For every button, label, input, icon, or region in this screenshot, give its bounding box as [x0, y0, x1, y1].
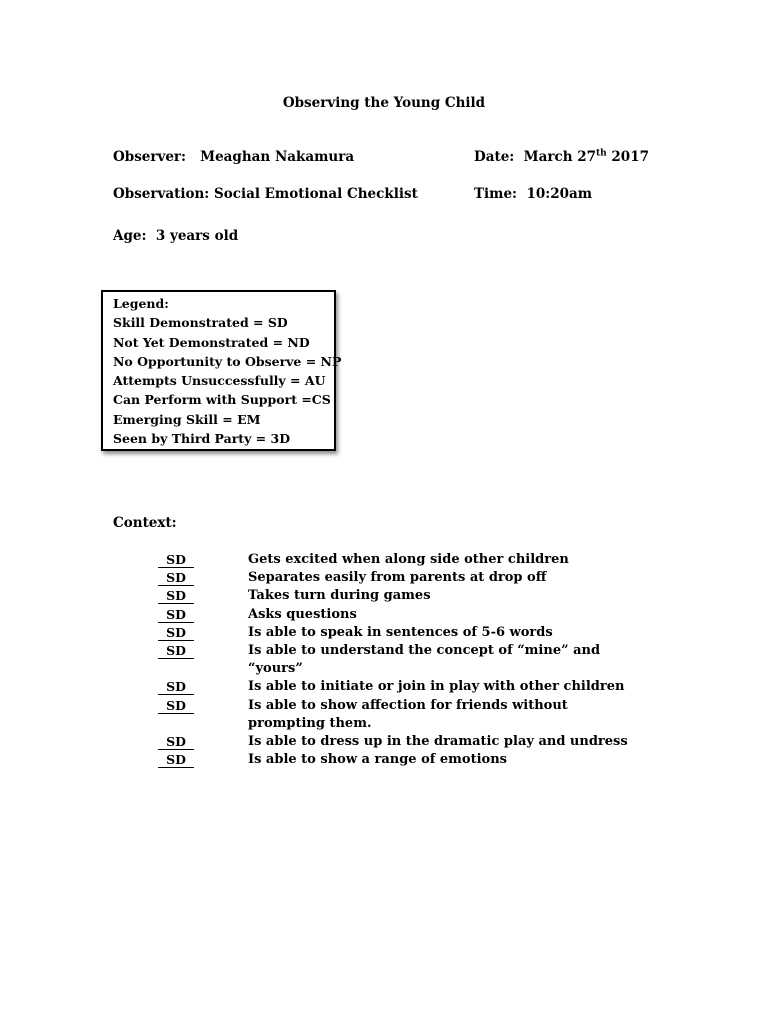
- checklist-row: [0, 624, 768, 642]
- checklist: [0, 551, 768, 769]
- rating-value: SD: [158, 569, 194, 586]
- legend-item: Can Perform with Support =CS: [113, 392, 331, 408]
- rating-value: SD: [158, 587, 194, 604]
- legend-item: Skill Demonstrated = SD: [113, 315, 288, 331]
- time-value: 10:20am: [526, 186, 593, 202]
- rating-value: SD: [158, 733, 194, 750]
- checklist-row: [0, 678, 768, 696]
- skill-text: Is able to understand the concept of “mine” and “yours”: [248, 643, 601, 677]
- age-label: Age:: [113, 228, 147, 244]
- context-label: Context:: [113, 515, 177, 531]
- observer-field: [113, 148, 354, 166]
- checklist-row: [0, 751, 768, 769]
- rating-value: SD: [158, 751, 194, 768]
- date-field: [474, 148, 649, 166]
- skill-text: Takes turn during games: [248, 588, 431, 604]
- age-value: 3 years old: [155, 228, 239, 244]
- checklist-row: [0, 569, 768, 587]
- time-field: [474, 185, 592, 203]
- rating-value: SD: [158, 678, 194, 695]
- observation-field: [113, 185, 418, 203]
- skill-text: Is able to speak in sentences of 5-6 words: [248, 624, 553, 640]
- legend-item: Emerging Skill = EM: [113, 411, 261, 427]
- rating-value: SD: [158, 606, 194, 623]
- skill-text: Is able to initiate or join in play with other children: [248, 679, 625, 695]
- checklist-row: [0, 697, 768, 733]
- date-value-sup: th: [596, 148, 607, 159]
- rating-value: SD: [158, 551, 194, 568]
- legend-heading: Legend:: [113, 296, 169, 311]
- observer-label: Observer:: [113, 149, 187, 165]
- time-label: Time:: [474, 186, 518, 202]
- age-field: [113, 227, 238, 245]
- observation-label: Observation:: [113, 186, 210, 202]
- rating-value: SD: [158, 697, 194, 714]
- checklist-row: [0, 606, 768, 624]
- date-value-suffix: 2017: [611, 149, 649, 165]
- rating-value: SD: [158, 624, 194, 641]
- legend-box: [101, 290, 342, 451]
- checklist-row: [0, 733, 768, 751]
- skill-text: Is able to dress up in the dramatic play and undress: [248, 734, 628, 750]
- observation-value: Social Emotional Checklist: [213, 186, 418, 202]
- skill-text: Separates easily from parents at drop off: [248, 570, 547, 586]
- skill-text: Gets excited when along side other children: [248, 552, 569, 567]
- checklist-row: [0, 642, 768, 678]
- checklist-row: [0, 551, 768, 569]
- skill-text: Is able to show affection for friends without prompting them.: [248, 697, 568, 731]
- skill-text: Is able to show a range of emotions: [248, 752, 507, 768]
- legend-item: Seen by Third Party = 3D: [113, 431, 291, 447]
- skill-text: Asks questions: [248, 606, 357, 622]
- date-value-prefix: March 27: [523, 149, 596, 165]
- observer-value: Meaghan Nakamura: [200, 149, 355, 165]
- legend-item: No Opportunity to Observe = NP: [113, 353, 342, 369]
- document-title: Observing the Young Child: [282, 95, 486, 111]
- legend-item: Attempts Unsuccessfully = AU: [113, 373, 326, 389]
- rating-value: SD: [158, 642, 194, 659]
- date-label: Date:: [474, 149, 515, 165]
- checklist-row: [0, 587, 768, 605]
- legend-item: Not Yet Demonstrated = ND: [113, 334, 310, 350]
